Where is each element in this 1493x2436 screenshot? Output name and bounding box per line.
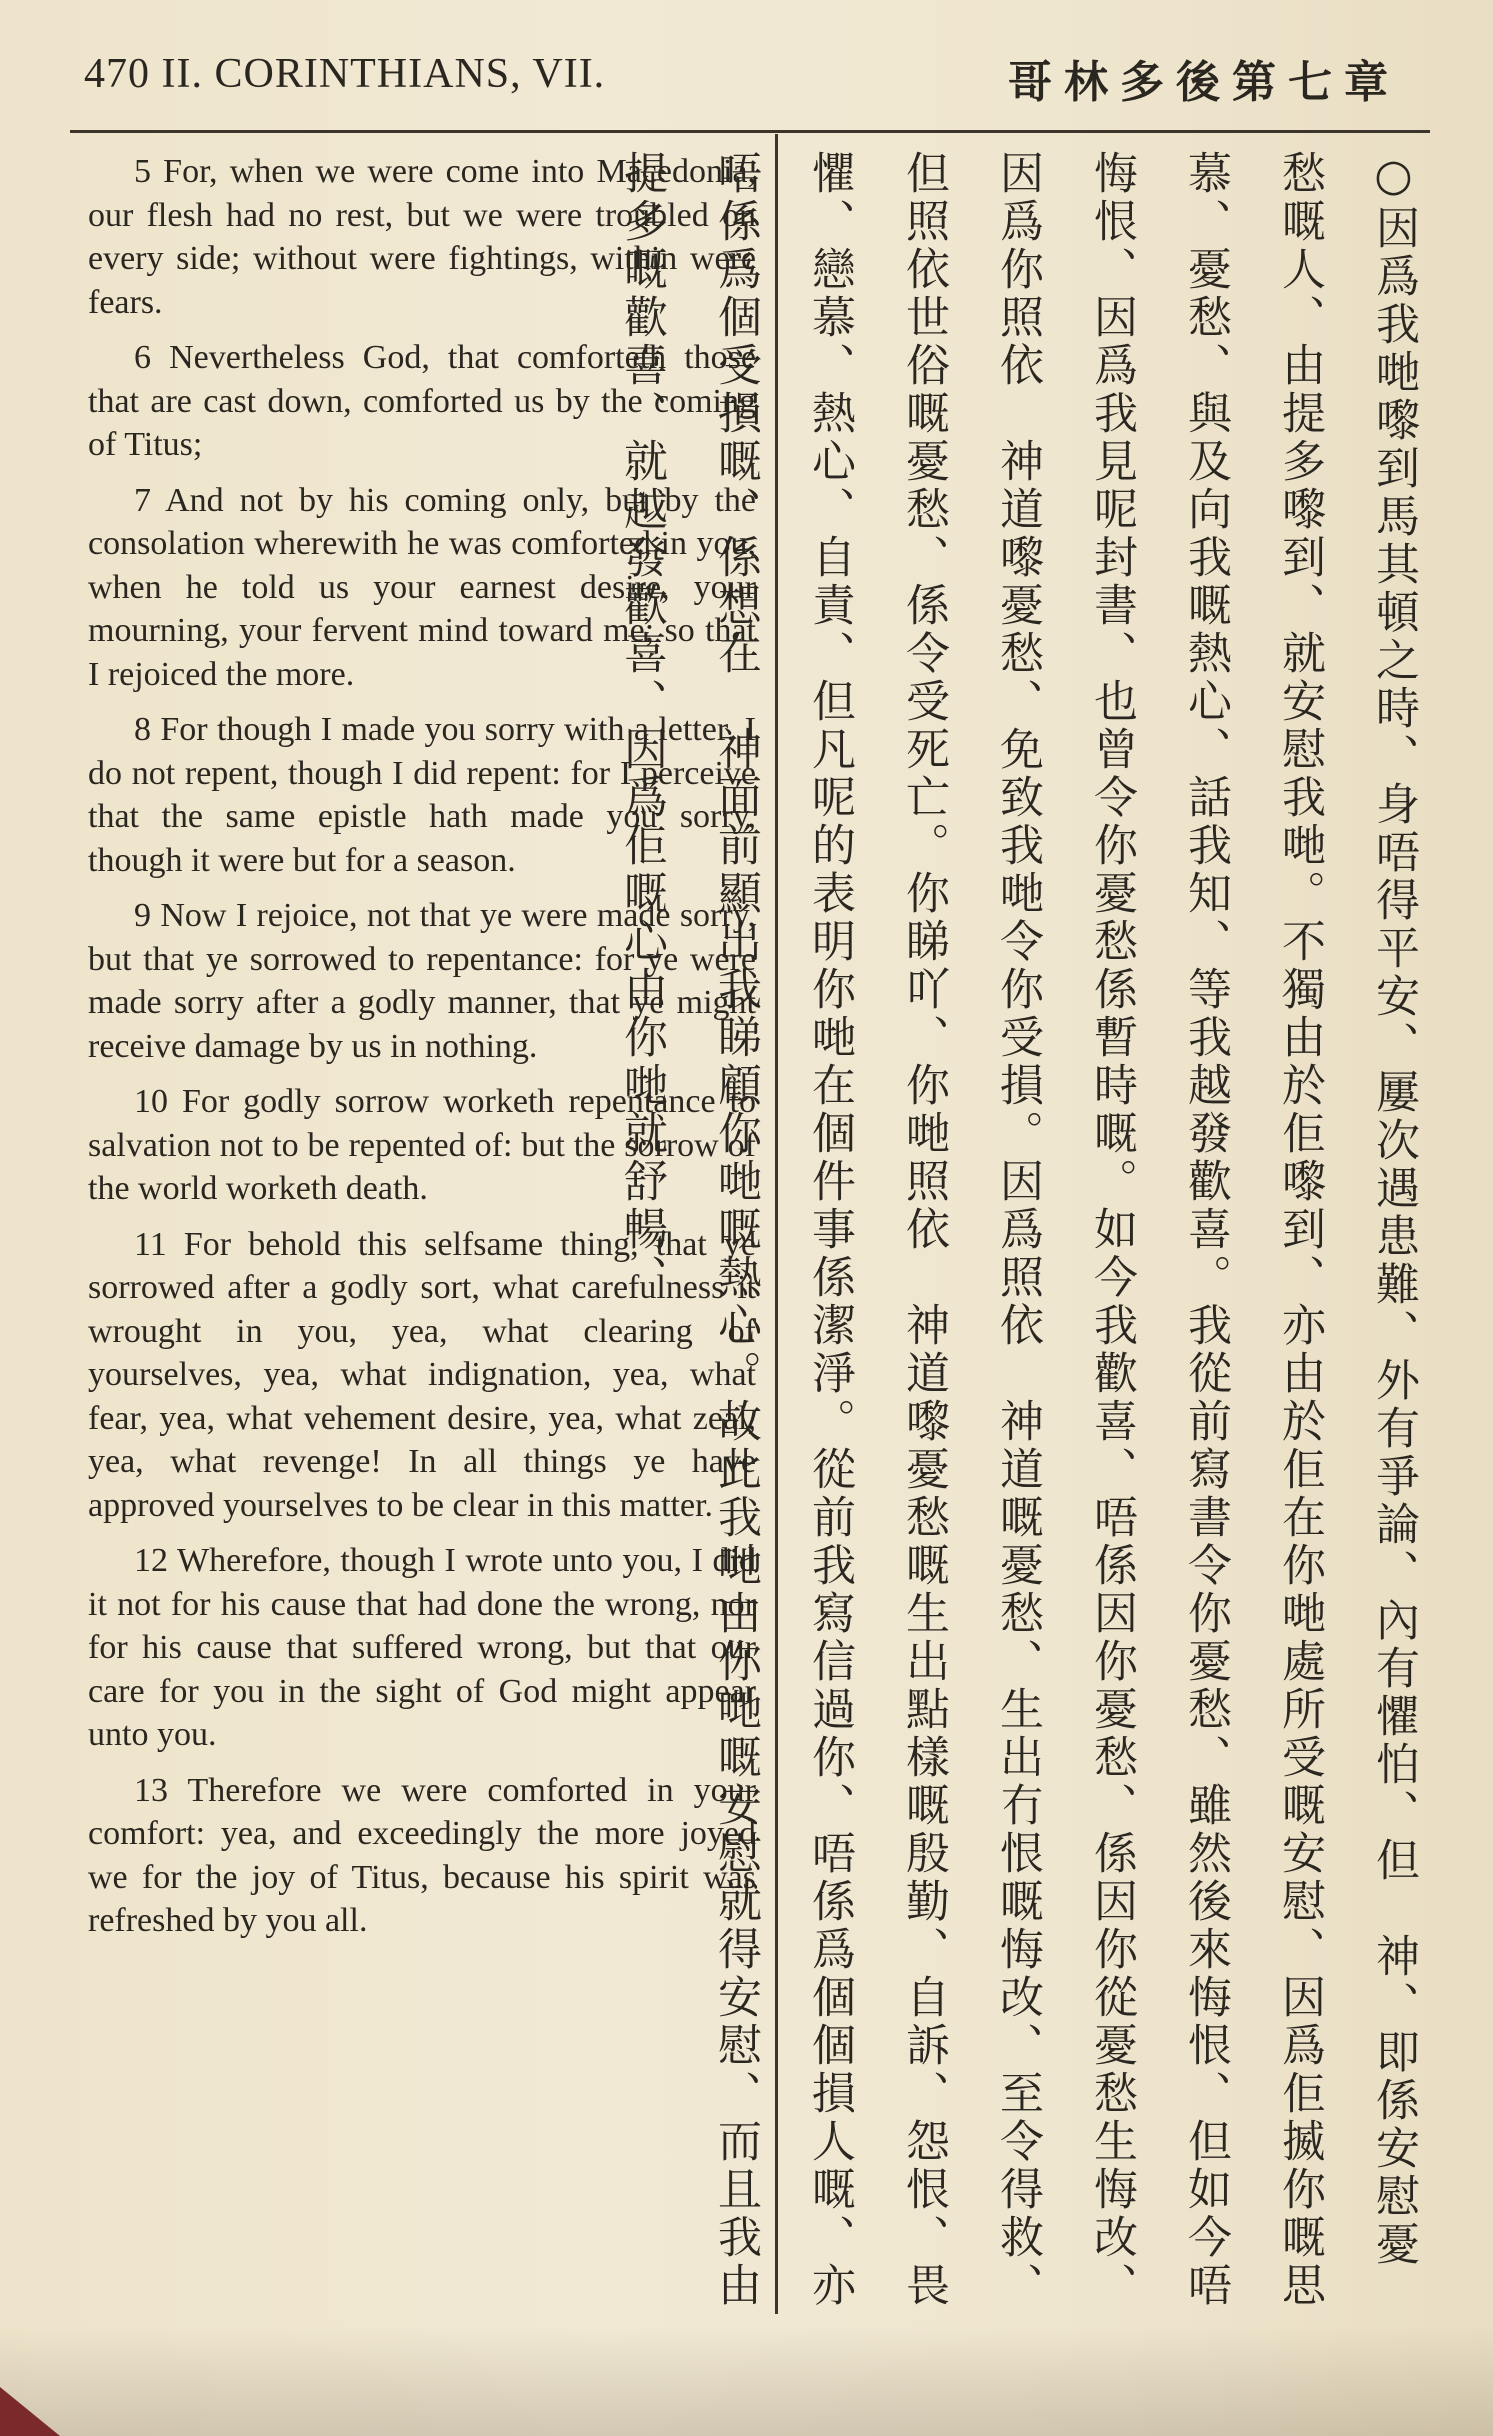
verse-7: 7 And not by his coming only, but by the consolation wherewith he was comforted in you, when he told us your earnest desire, your mourning, your fervent mind toward me; so that I rejoiced the more. xyxy=(88,481,756,693)
running-head xyxy=(84,42,1414,112)
chinese-column: ○因爲我哋嚟到馬其頓之時、身唔得平安、屢次遇患難、外有爭論、內有懼怕、但 神、即係安慰憂愁嘅人、由提多嚟到、就安慰我哋。不獨由於佢嚟到、亦由於佢在你哋處所受嘅安慰、因爲佢揻你嘅思慕、憂愁、與及向我嘅熱心、話我知、等我越發歡喜。我從前寫書令你憂愁、雖然後來悔恨、但如今唔悔恨、因爲我見呢封書、也曾令你憂愁係暫時嘅。如今我歡喜、唔係因你憂愁、係因你從憂愁生悔改、因爲你照依 神道嚟憂愁、免致我哋令你受損。因爲照依 神道嘅憂愁、生出冇恨嘅悔改、至令得救、但照依世俗嘅憂愁、係令受死亡。你睇吖、你哋照依 神道嚟憂愁嘅生出點樣嘅殷勤、自訴、怨恨、畏懼、戀慕、熱心、自責、但凡呢的表明你哋在個件事係潔淨。從前我寫信過你、唔係爲個個損人嘅、亦唔係爲個受損嘅、係想在 神面前顯出我睇顧你哋嘅熱心。故此我哋由你哋嘅安慰就得安慰、而且我由提多嘅歡喜、就越發歡喜、因爲佢嘅心由你哋就舒暢、 xyxy=(616,150,1419,2310)
running-head-chinese: 哥林多後第七章 xyxy=(1008,57,1400,108)
verse-12: 12 Wherefore, though I wrote unto you, I did it not for his cause that had done the wrong, nor for his cause that suffered wrong, but that our care for you in the sight of God might appear unto you. xyxy=(88,1542,756,1753)
verse-6: 6 Nevertheless God, that comforteth those that are cast down, comforted us by the coming of Titus; xyxy=(88,339,756,463)
running-head-english: 470 II. CORINTHIANS, VII. xyxy=(84,51,606,97)
header-rule xyxy=(70,130,1430,133)
page-shadow xyxy=(0,2326,1493,2436)
verse-5: 5 For, when we were come into Macedonia, our flesh had no rest, but we were troubled on every side; without were fightings, within were fears. xyxy=(88,153,756,321)
verse-10: 10 For godly sorrow worketh repentance to salvation not to be repented of: but the sorrow of the world worketh death. xyxy=(88,1083,756,1207)
verse-11: 11 For behold this selfsame thing, that ye sorrowed after a godly sort, what carefulness it wrought in you, yea, what clearing of yourselves, yea, what indignation, yea, what fear, yea, what vehement desire, yea, what zeal, yea, what revenge! In all things ye have approved yourselves to be clear in this matter. xyxy=(88,1225,756,1524)
verse-8: 8 For though I made you sorry with a letter, I do not repent, though I did repent: for I perceive that the same epistle hath made you sorry, though it were but for a season. xyxy=(88,711,756,879)
verse-9: 9 Now I rejoice, not that ye were made sorry, but that ye sorrowed to repentance: for ye were made sorry after a godly manner, that ye might receive damage by us in nothing. xyxy=(88,897,756,1065)
verse-13: 13 Therefore we were comforted in your comfort: yea, and exceedingly the more joyed we for the joy of Titus, because his spirit was refreshed by you all. xyxy=(88,1771,756,1939)
